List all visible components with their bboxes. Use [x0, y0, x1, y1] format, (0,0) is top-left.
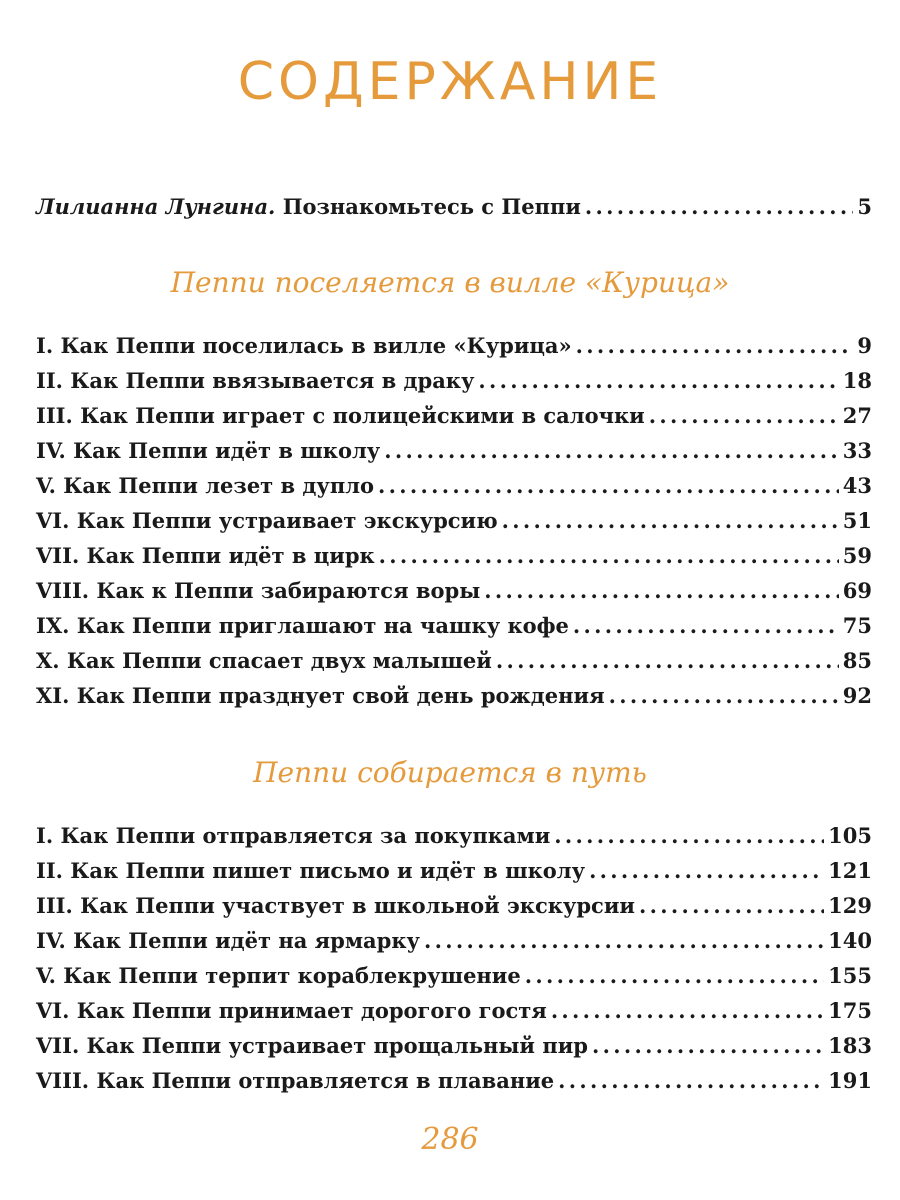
toc-entry-label: V. Как Пеппи терпит кораблекрушение	[36, 963, 521, 988]
toc-entry	[36, 857, 872, 885]
toc-entry-author: Лилианна Лунгина.	[36, 194, 276, 219]
toc-entry-label: VII. Как Пеппи идёт в цирк	[36, 543, 375, 568]
toc-entry-label: X. Как Пеппи спасает двух малышей	[36, 648, 492, 673]
toc-entry-label: II. Как Пеппи пишет письмо и идёт в школу	[36, 858, 586, 883]
toc-entry-page: 175	[828, 998, 872, 1023]
toc-entry-label: I. Как Пеппи отправляется за покупками	[36, 823, 551, 848]
dot-leader	[378, 472, 839, 500]
toc-entry-page: 129	[828, 893, 872, 918]
toc-entry	[36, 1032, 872, 1060]
toc-entry	[36, 402, 872, 430]
dot-leader	[384, 437, 839, 465]
toc-entry-page: 69	[842, 578, 872, 603]
toc-entry-page: 5	[857, 194, 872, 219]
toc-entry	[36, 367, 872, 395]
dot-leader	[558, 1067, 824, 1095]
section-title: Пеппи поселяется в вилле «Курица»	[170, 266, 730, 299]
page-title: СОДЕРЖАНИЕ	[237, 52, 663, 112]
toc-entry	[36, 507, 872, 535]
toc-entry	[36, 542, 872, 570]
toc-entry-page: 51	[842, 508, 872, 533]
toc-entry	[36, 1067, 872, 1095]
toc-entry	[36, 647, 872, 675]
toc-entry	[36, 612, 872, 640]
toc-entry-page: 85	[842, 648, 872, 673]
toc-entry-intro	[36, 193, 872, 221]
toc-entry-label: IV. Как Пеппи идёт на ярмарку	[36, 928, 420, 953]
toc-entry	[36, 437, 872, 465]
toc-entry-label: I. Как Пеппи поселилась в вилле «Курица»	[36, 333, 572, 358]
toc-entry	[36, 822, 872, 850]
page-number: 286	[421, 1122, 479, 1157]
toc-entry	[36, 472, 872, 500]
toc-entry-page: 121	[828, 858, 872, 883]
dot-leader	[379, 542, 839, 570]
toc-entry-label: V. Как Пеппи лезет в дупло	[36, 473, 375, 498]
toc-entry-page: 33	[842, 438, 872, 463]
dot-leader	[573, 612, 839, 640]
toc-entry-page: 59	[842, 543, 872, 568]
toc-entry-page: 27	[842, 403, 872, 428]
toc-entry-page: 9	[857, 333, 872, 358]
toc-entry-label: III. Как Пеппи участвует в школьной экскурсии	[36, 893, 635, 918]
toc-entry	[36, 962, 872, 990]
toc-entry-label: VI. Как Пеппи принимает дорогого гостя	[36, 998, 547, 1023]
toc-entry-label: IV. Как Пеппи идёт в школу	[36, 438, 381, 463]
toc-entry	[36, 332, 872, 360]
toc-entry-label: VII. Как Пеппи устраивает прощальный пир	[36, 1033, 588, 1058]
toc-entry	[36, 577, 872, 605]
dot-leader	[554, 822, 824, 850]
dot-leader	[589, 857, 824, 885]
toc-entry-title: Познакомьтесь с Пеппи	[282, 194, 581, 219]
dot-leader	[551, 997, 824, 1025]
toc-entry-page: 92	[842, 683, 872, 708]
dot-leader	[649, 402, 839, 430]
toc-entry	[36, 927, 872, 955]
dot-leader	[502, 507, 839, 535]
toc-entry-page: 75	[842, 613, 872, 638]
toc-entry-page: 183	[828, 1033, 872, 1058]
dot-leader	[585, 193, 853, 221]
dot-leader	[592, 1032, 824, 1060]
toc-entry-label: VIII. Как к Пеппи забираются воры	[36, 578, 481, 603]
toc-entry-label: VI. Как Пеппи устраивает экскурсию	[36, 508, 498, 533]
dot-leader	[496, 647, 839, 675]
dot-leader	[576, 332, 854, 360]
dot-leader	[484, 577, 839, 605]
toc-entry	[36, 892, 872, 920]
toc-entry	[36, 682, 872, 710]
toc-entry-page: 105	[828, 823, 872, 848]
dot-leader	[639, 892, 824, 920]
toc-entry-label: VIII. Как Пеппи отправляется в плавание	[36, 1068, 555, 1093]
dot-leader	[525, 962, 824, 990]
toc-entry-page: 155	[828, 963, 872, 988]
toc-entry	[36, 997, 872, 1025]
dot-leader	[609, 682, 839, 710]
section-title: Пеппи собирается в путь	[253, 756, 647, 789]
dot-leader	[478, 367, 838, 395]
toc-entry-label: XI. Как Пеппи празднует свой день рождения	[36, 683, 605, 708]
toc-entry-page: 140	[828, 928, 872, 953]
toc-entry-page: 43	[842, 473, 872, 498]
toc-entry-label	[36, 193, 581, 221]
dot-leader	[424, 927, 824, 955]
toc-entry-page: 191	[828, 1068, 872, 1093]
toc-entry-label: III. Как Пеппи играет с полицейскими в салочки	[36, 403, 645, 428]
toc-entry-label: II. Как Пеппи ввязывается в драку	[36, 368, 475, 393]
toc-entry-label: IX. Как Пеппи приглашают на чашку кофе	[36, 613, 569, 638]
toc-entry-page: 18	[842, 368, 872, 393]
